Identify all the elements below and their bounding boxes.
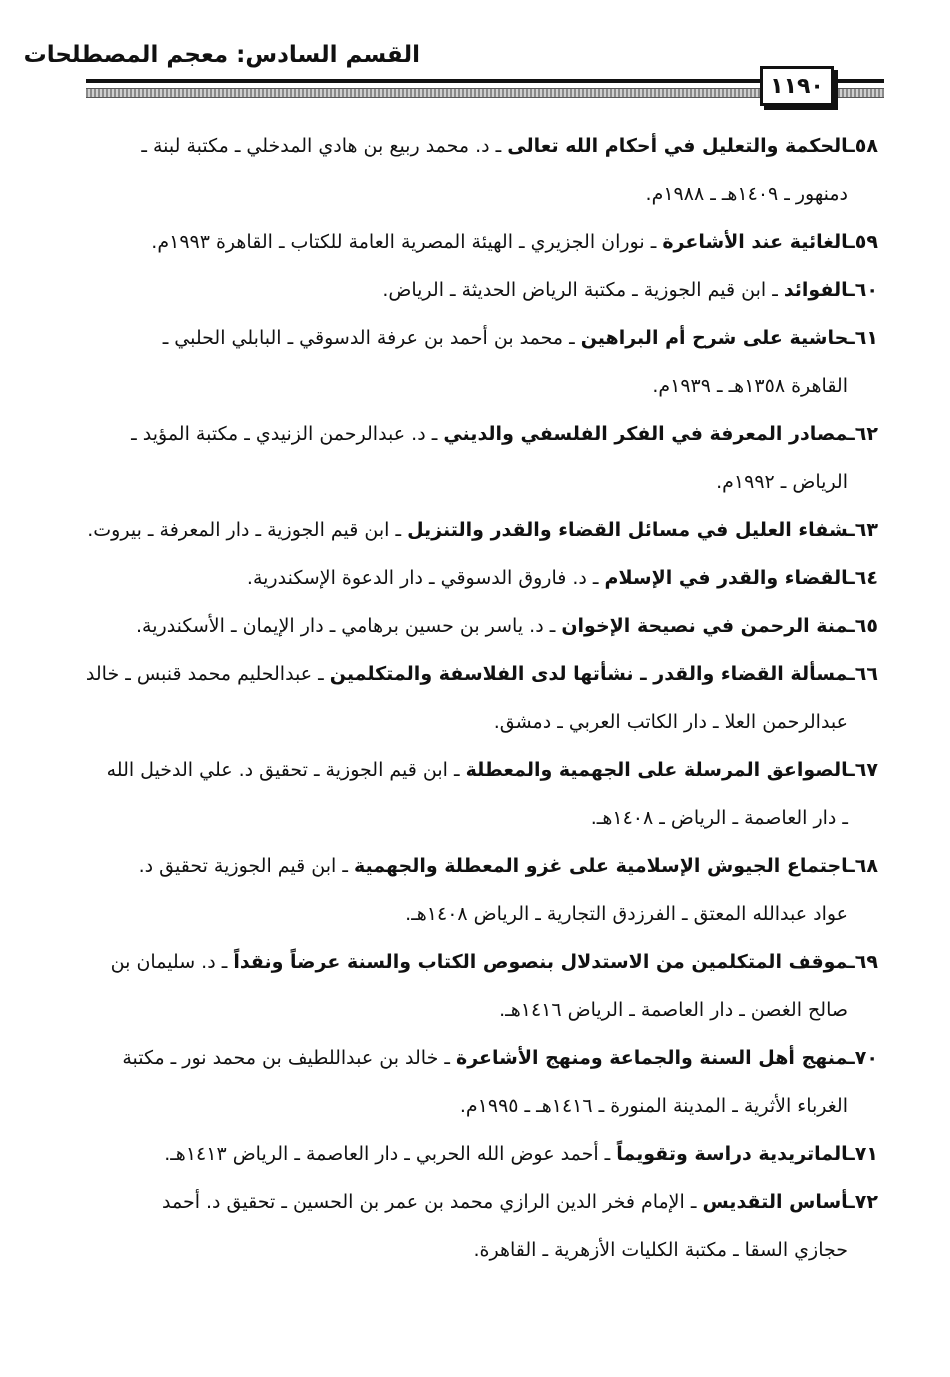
entry-details: ـ خالد بن عبداللطيف بن محمد نور ـ مكتبة (122, 1047, 456, 1069)
entry-continuation: دمنهور ـ ١٤٠٩هـ ـ ١٩٨٨م. (645, 183, 848, 205)
entry-number: ٦٢ـ (848, 423, 878, 445)
entry-continuation: الغرباء الأثرية ـ المدينة المنورة ـ ١٤١٦هـ ـ ١٩٩٥م. (459, 1095, 848, 1117)
entry-details: ـ محمد بن أحمد بن عرفة الدسوقي ـ البابلي الحلبي ـ (162, 327, 581, 349)
bibliography-entry-61 (68, 314, 878, 362)
bibliography-entry-59 (68, 218, 878, 266)
entry-details: ـ ابن قيم الجوزية ـ دار المعرفة ـ بيروت. (87, 519, 408, 541)
page-number: ١١٩٠ (760, 66, 834, 106)
entry-number: ٥٨ـ (848, 135, 878, 157)
entry-continuation: عواد عبدالله المعتق ـ الفرزدق التجارية ـ الرياض ١٤٠٨هـ. (405, 903, 848, 925)
entry-title: منهج أهل السنة والجماعة ومنهج الأشاعرة (456, 1047, 849, 1069)
entry-title: مسألة القضاء والقدر ـ نشأتها لدى الفلاسفة والمتكلمين (329, 663, 849, 685)
entry-title: الغائية عند الأشاعرة (662, 231, 849, 253)
entry-title: مصادر المعرفة في الفكر الفلسفي والديني (443, 423, 849, 445)
entry-continuation: الرياض ـ ١٩٩٢م. (716, 471, 848, 493)
entry-number: ٧١ـ (848, 1143, 878, 1165)
entry-number: ٦٥ـ (848, 615, 878, 637)
bibliography-entry-70 (68, 1034, 878, 1082)
bibliography-list (68, 122, 878, 1274)
bibliography-entry-62 (68, 410, 878, 458)
entry-details: ـ عبدالحليم محمد قنبس ـ خالد (85, 663, 330, 685)
entry-title: اجتماع الجيوش الإسلامية على غزو المعطلة والجهمية (353, 855, 849, 877)
bibliography-entry-72 (68, 1178, 878, 1226)
bibliography-entry-71 (68, 1130, 878, 1178)
bibliography-entry-58 (68, 122, 878, 170)
entry-number: ٦٧ـ (848, 759, 878, 781)
entry-details: ـ ابن قيم الجوزية ـ تحقيق د. علي الدخيل الله (106, 759, 466, 781)
entry-title: شفاء العليل في مسائل القضاء والقدر والتنزيل (407, 519, 849, 541)
running-header-title: القسم السادس: معجم المصطلحات (23, 42, 420, 68)
entry-number: ٦١ـ (848, 327, 878, 349)
bibliography-entry-66 (68, 650, 878, 698)
entry-number: ٧٠ـ (848, 1047, 878, 1069)
bibliography-entry-69 (68, 938, 878, 986)
entry-title: الماتريدية دراسة وتقويماً (616, 1143, 849, 1165)
entry-title: الفوائد (783, 279, 849, 301)
entry-details: ـ د. سليمان بن (110, 951, 234, 973)
entry-details: ـ ابن قيم الجوزية ـ مكتبة الرياض الحديثة ـ الرياض. (382, 279, 784, 301)
entry-details: ـ د. عبدالرحمن الزنيدي ـ مكتبة المؤيد ـ (131, 423, 444, 445)
bibliography-entry-65 (68, 602, 878, 650)
entry-title: الصواعق المرسلة على الجهمية والمعطلة (465, 759, 849, 781)
entry-details: ـ نوران الجزيري ـ الهيئة المصرية العامة للكتاب ـ القاهرة ١٩٩٣م. (151, 231, 663, 253)
entry-number: ٧٢ـ (848, 1191, 878, 1213)
entry-continuation: ـ دار العاصمة ـ الرياض ـ ١٤٠٨هـ. (590, 807, 848, 829)
entry-number: ٦٤ـ (848, 567, 878, 589)
entry-title: القضاء والقدر في الإسلام (604, 567, 849, 589)
entry-continuation: عبدالرحمن العلا ـ دار الكاتب العربي ـ دمشق. (493, 711, 848, 733)
entry-details: ـ د. فاروق الدسوقي ـ دار الدعوة الإسكندرية. (246, 567, 605, 589)
entry-title: منة الرحمن في نصيحة الإخوان (561, 615, 849, 637)
entry-continuation: صالح الغصن ـ دار العاصمة ـ الرياض ١٤١٦هـ. (499, 999, 848, 1021)
entry-title: حاشية على شرح أم البراهين (580, 327, 849, 349)
bibliography-entry-60 (68, 266, 878, 314)
entry-title: أساس التقديس (702, 1191, 849, 1213)
entry-number: ٦٣ـ (848, 519, 878, 541)
entry-details: ـ د. محمد ربيع بن هادي المدخلي ـ مكتبة لبنة ـ (141, 135, 508, 157)
bibliography-entry-67 (68, 746, 878, 794)
entry-details: ـ الإمام فخر الدين الرازي محمد بن عمر بن الحسين ـ تحقيق د. أحمد (162, 1191, 703, 1213)
bibliography-entry-68 (68, 842, 878, 890)
entry-number: ٦٨ـ (848, 855, 878, 877)
bibliography-entry-64 (68, 554, 878, 602)
entry-continuation: حجازي السقا ـ مكتبة الكليات الأزهرية ـ القاهرة. (473, 1239, 848, 1261)
entry-title: موقف المتكلمين من الاستدلال بنصوص الكتاب والسنة عرضاً ونقداً (233, 951, 849, 973)
bibliography-entry-63 (68, 506, 878, 554)
entry-details: ـ د. ياسر بن حسين برهامي ـ دار الإيمان ـ الأسكندرية. (136, 615, 562, 637)
entry-number: ٦٠ـ (848, 279, 878, 301)
entry-details: ـ أحمد عوض الله الحربي ـ دار العاصمة ـ الرياض ١٤١٣هـ. (164, 1143, 617, 1165)
entry-number: ٦٩ـ (848, 951, 878, 973)
entry-number: ٥٩ـ (848, 231, 878, 253)
entry-continuation: القاهرة ١٣٥٨هـ ـ ١٩٣٩م. (652, 375, 848, 397)
entry-number: ٦٦ـ (848, 663, 878, 685)
entry-title: الحكمة والتعليل في أحكام الله تعالى (507, 135, 849, 157)
entry-details: ـ ابن قيم الجوزية تحقيق د. (138, 855, 354, 877)
